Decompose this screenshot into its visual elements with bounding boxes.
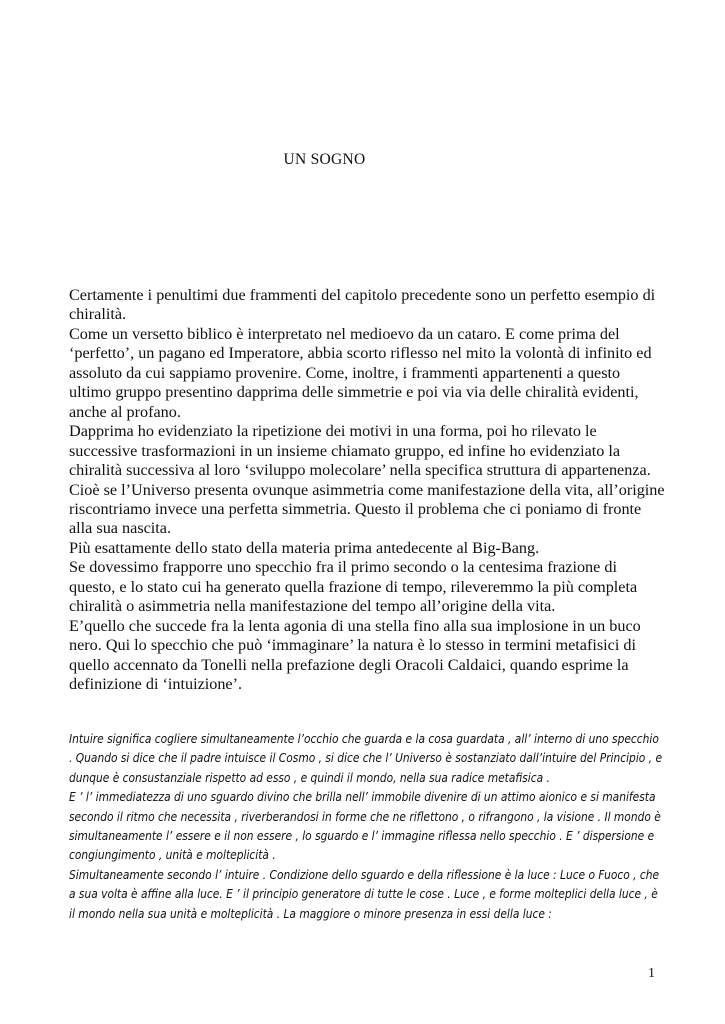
title-text: UN SOGNO [283,151,366,168]
quote-paragraph: Simultaneamente secondo l’ intuire . Condizione dello sguardo e della riflessione è la luce : Luce o Fuoco , che a sua volta è affine alla luce. E ’ il principio generatore di tutte le cose . Luce , e forme molteplici della luce , è il mondo nella sua unità e molteplicità . La maggiore o minore presenza in essi della luce : [69,866,660,921]
quote-paragraph: Intuire significa cogliere simultaneamente l’occhio che guarda e la cosa guardata , all’ interno di uno specchio . Quando si dice che il padre intuisce il Cosmo , si dice che l’ Universo è sostanziato dall’intuire del Principio , e dunque è consustanziale rispetto ad esso , e quindi il mondo, nella sua radice metafisica . [69,731,663,785]
quoted-passage [69,729,665,923]
document-title [0,151,725,169]
page-number: 1 [648,966,655,981]
body-paragraph: Più esattamente dello stato della materia prima antedecente al Big-Bang. [69,538,540,557]
body-paragraph: Se dovessimo frapporre uno specchio fra il primo secondo o la centesima frazione di questo, e lo stato cui ha generato quella frazione di tempo, rileveremmo la più completa chiralità o asimmetria nella manifestazione del tempo all’origine della vita. [69,558,638,616]
body-paragraph: Certamente i penultimi due frammenti del capitolo precedente sono un perfetto esempio di chiralità. [69,286,656,324]
quote-paragraph: E ’ l’ immediatezza di uno sguardo divino che brilla nell’ immobile divenire di un attimo aionico e si manifesta secondo il ritmo che necessita , riverberandosi in forme che ne riflettono , o rifrangono , la visione . Il mondo è simultaneamente l’ essere e il non essere , lo sguardo e l’ immagine riflessa nello specchio . E ’ dispersione e congiungimento , unità e molteplicità . [69,789,661,863]
body-paragraph: Come un versetto biblico è interpretato nel medioevo da un cataro. E come prima del ‘perfetto’, un pagano ed Imperatore, abbia scorto riflesso nel mito la volontà di infinito ed assoluto da cui sappiamo provenire. Come, inoltre, i frammenti appartenenti a questo ultimo gruppo presentino dapprima delle simmetrie e poi via via delle chiralità evidenti, anche al profano. [69,324,652,421]
body-text [69,286,665,695]
body-paragraph: Dapprima ho evidenziato la ripetizione dei motivi in una forma, poi ho rilevato le successive trasformazioni in un insieme chiamato gruppo, ed infine ho evidenziato la chiralità successiva al loro ‘sviluppo molecolare’ nella specifica struttura di appartenenza. Cioè se l’Universo presenta ovunque asimmetria come manifestazione della vita, all’origine riscontriamo invece una perfetta simmetria. Questo il problema che ci poniamo di fronte alla sua nascita. [69,422,665,538]
body-paragraph: E’quello che succede fra la lenta agonia di una stella fino alla sua implosione in un buco nero. Qui lo specchio che può ‘immaginare’ la natura è lo stesso in termini metafisici di quello accennato da Tonelli nella prefazione degli Oracoli Caldaici, quando esprime la definizione di ‘intuizione’. [69,616,641,694]
